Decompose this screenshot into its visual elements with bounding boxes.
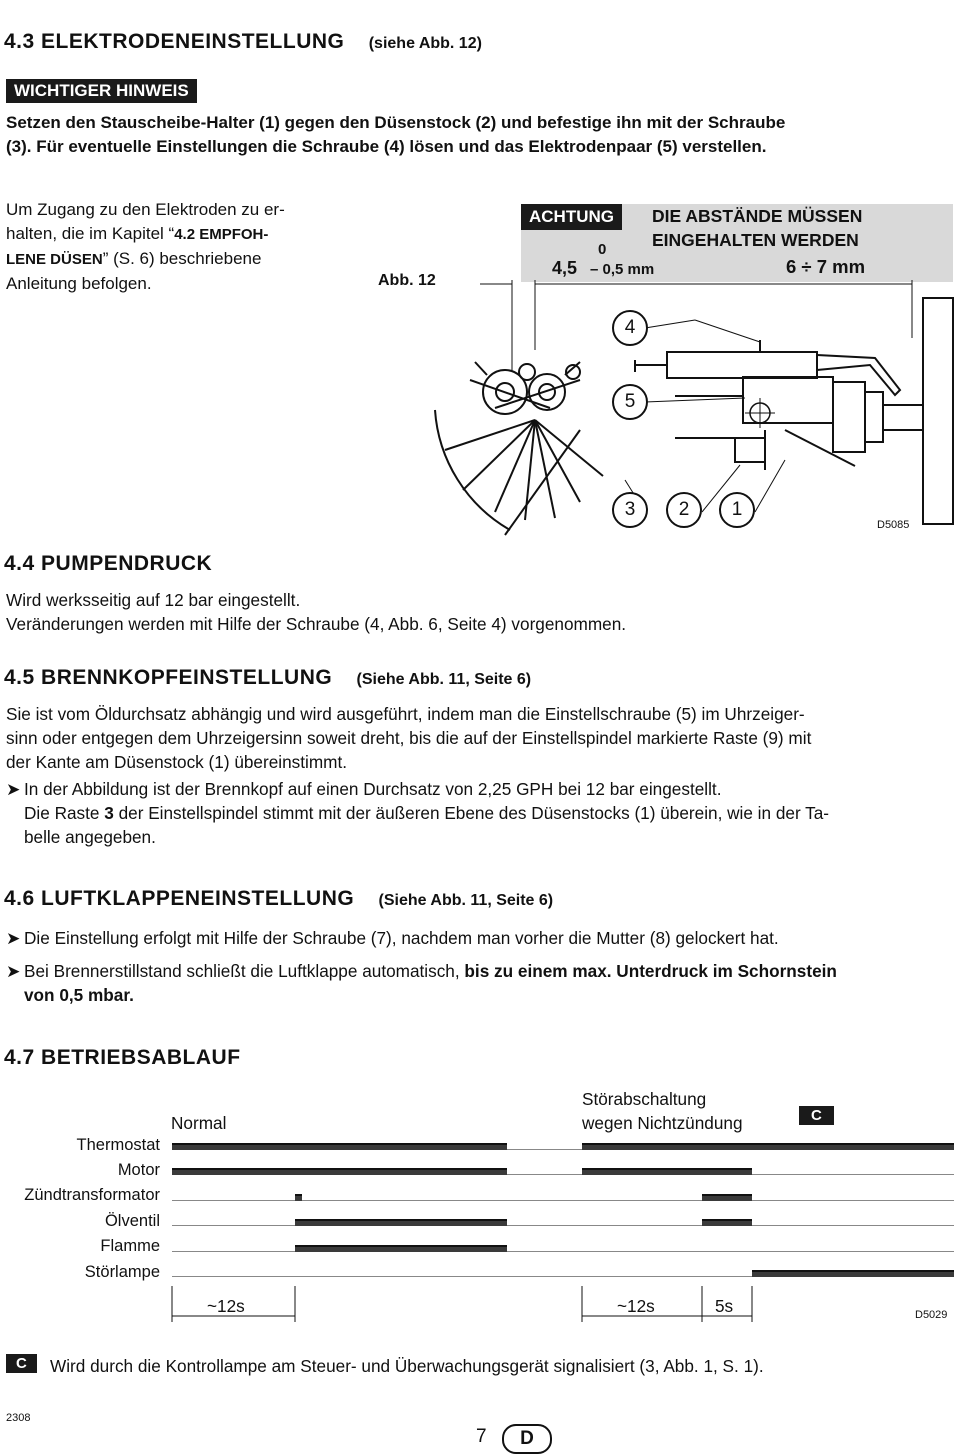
- doc-code: 2308: [6, 1412, 31, 1424]
- callout-1: 1: [719, 492, 755, 528]
- pressure-line-1: Wird werksseitig auf 12 bar eingestellt.: [6, 590, 301, 610]
- notice-line-2: (3). Für eventuelle Einstellungen die Schraube (4) lösen und das Elektrodenpaar (5) verstellen.: [6, 137, 767, 156]
- section-title: 4.6 LUFTKLAPPENEINSTELLUNG: [4, 887, 355, 910]
- achtung-label: ACHTUNG: [521, 204, 622, 230]
- footnote-marker: C: [6, 1354, 37, 1373]
- notice-line-1: Setzen den Stauscheibe-Halter (1) gegen den Düsenstock (2) und befestige ihn mit der Schraube: [6, 113, 786, 132]
- signal-motor-fault: [582, 1168, 752, 1175]
- page-number: 7: [476, 1426, 487, 1447]
- access-paragraph: [6, 198, 285, 296]
- signal-thermostat-fault: [582, 1143, 954, 1150]
- signal-oil-valve-fault: [702, 1219, 752, 1226]
- callout-4: 4: [612, 310, 648, 346]
- row-label-fault-lamp: Störlampe: [84, 1263, 160, 1281]
- time-label-normal: ~12s: [207, 1296, 245, 1316]
- c-marker: C: [799, 1106, 834, 1125]
- bullet-text: [24, 959, 960, 983]
- section-ref: (Siehe Abb. 11, Seite 6): [356, 671, 532, 688]
- chapter-ref: 4.2 EMPFOH-: [174, 226, 269, 243]
- section-heading-4-7: 4.7 BETRIEBSABLAUF: [4, 1046, 241, 1069]
- section-title: 4.3 ELEKTRODENEINSTELLUNG: [4, 30, 345, 53]
- time-label-safety: 5s: [715, 1296, 734, 1316]
- tolerance-lower: – 0,5 mm: [590, 261, 655, 278]
- bullet-text: Die Einstellung erfolgt mit Hilfe der Schraube (7), nachdem man vorher die Mutter (8) gelockert hat.: [24, 928, 779, 948]
- callout-2: 2: [666, 492, 702, 528]
- normal-label: Normal: [171, 1113, 227, 1133]
- bullet-text: ➤ In der Abbildung ist der Brennkopf auf einen Durchsatz von 2,25 GPH bei 12 bar eingestellt.: [24, 779, 722, 799]
- signal-flame-normal: [295, 1245, 507, 1252]
- chapter-ref-2: LENE DÜSEN: [6, 251, 103, 268]
- diagram-code: D5029: [915, 1309, 948, 1321]
- figure-code: D5085: [877, 519, 910, 531]
- callout-3: 3: [612, 492, 648, 528]
- section-ref: (Siehe Abb. 11, Seite 6): [378, 892, 554, 909]
- signal-oil-valve-normal: [295, 1219, 507, 1226]
- timeline-rule: [172, 1225, 954, 1226]
- row-label-thermostat: Thermostat: [76, 1136, 160, 1154]
- time-markers: [170, 1286, 960, 1326]
- tolerance-upper: 0: [598, 241, 607, 258]
- timeline-rule: [172, 1251, 954, 1252]
- pressure-line-2: Veränderungen werden mit Hilfe der Schraube (4, Abb. 6, Seite 4) vorgenommen.: [6, 614, 627, 634]
- signal-fault-lamp: [752, 1270, 954, 1277]
- signal-ignition-normal: [295, 1194, 302, 1201]
- signal-ignition-fault: [702, 1194, 752, 1201]
- signal-thermostat-normal: [172, 1143, 507, 1150]
- text-bold: bis zu einem max. Unterdruck im Schornstein: [464, 961, 837, 981]
- bullet-text-3: belle angegeben.: [24, 827, 156, 847]
- access-line-1: Um Zugang zu den Elektroden zu er-: [6, 200, 285, 219]
- signal-motor-normal: [172, 1168, 507, 1175]
- section-heading-4-6: [4, 887, 553, 911]
- bullet-air-damper-1: [6, 926, 779, 950]
- bullet-text-2: [24, 801, 954, 825]
- electrode-drawing: [375, 280, 955, 540]
- row-label-ignition: Zündtransformator: [24, 1186, 160, 1204]
- section-heading-4-4: 4.4 PUMPENDRUCK: [4, 552, 213, 575]
- text: der Einstellspindel stimmt mit der äußeren Ebene des Düsenstocks (1) überein, wie in der Ta-: [113, 803, 830, 823]
- bullet-air-damper-2: [6, 959, 960, 1007]
- notch-number: 3: [104, 803, 114, 823]
- section-title: 4.5 BRENNKOPFEINSTELLUNG: [4, 666, 333, 689]
- notice-label: WICHTIGER HINWEIS: [6, 79, 197, 103]
- footnote-text: Wird durch die Kontrollampe am Steuer- und Überwachungsgerät signalisiert (3, Abb. 1, S. 1).: [50, 1356, 764, 1376]
- row-label-oil-valve: Ölventil: [104, 1212, 160, 1230]
- language-badge: D: [502, 1424, 552, 1454]
- access-line-2: [6, 222, 285, 247]
- access-text: halten, die im Kapitel “: [6, 224, 175, 243]
- section-ref: (siehe Abb. 12): [368, 35, 482, 52]
- dimension-distance: 6 ÷ 7 mm: [786, 256, 866, 277]
- paragraph-line: der Kante am Düsenstock (1) übereinstimmt.: [6, 752, 348, 772]
- callout-5: 5: [612, 384, 648, 420]
- text: Die Raste: [24, 803, 105, 823]
- figure-caption: Abb. 12: [378, 272, 436, 289]
- bullet-head-setting: [6, 777, 954, 849]
- warning-line-1: DIE ABSTÄNDE MÜSSEN: [652, 206, 863, 226]
- section-heading-4-3: [4, 30, 482, 54]
- paragraph-line: sinn oder entgegen dem Uhrzeigersinn soweit dreht, bis die auf der Einstellspindel markierte Raste (9) mit: [6, 728, 812, 748]
- access-line-3: [6, 247, 285, 272]
- timeline-rule: [172, 1200, 954, 1201]
- paragraph-line: Sie ist vom Öldurchsatz abhängig und wird ausgeführt, indem man die Einstellschraube (5) im Uhrzeiger-: [6, 704, 805, 724]
- access-text-2: ” (S. 6) beschriebene: [102, 249, 262, 268]
- fault-label-1: Störabschaltung: [582, 1089, 707, 1109]
- text: Bei Brennerstillstand schließt die Luftklappe automatisch,: [24, 961, 465, 981]
- section-heading-4-5: [4, 666, 531, 690]
- access-line-4: Anleitung befolgen.: [6, 274, 152, 293]
- warning-line-2: EINGEHALTEN WERDEN: [652, 230, 859, 250]
- bullet-text-2: von 0,5 mbar.: [24, 985, 134, 1005]
- dimension-gap: 4,5: [552, 258, 578, 278]
- fault-label-2: wegen Nichtzündung: [582, 1113, 743, 1133]
- row-label-flame: Flamme: [100, 1237, 160, 1255]
- row-label-motor: Motor: [117, 1161, 160, 1179]
- time-label-prepurge: ~12s: [617, 1296, 655, 1316]
- head-adjust-paragraph: [6, 702, 956, 774]
